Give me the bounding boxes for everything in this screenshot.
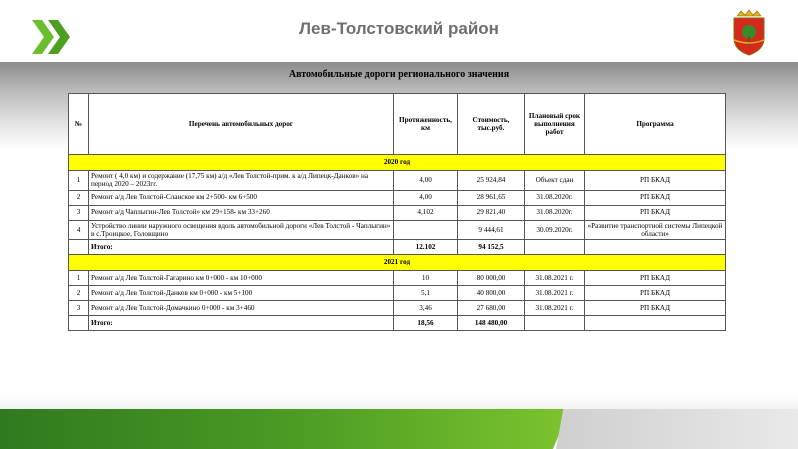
table-row <box>69 205 726 220</box>
section-subtitle: Автомобильные дороги регионального значения <box>288 69 510 80</box>
cell-road-name: Ремонт а/д Лев Толстой-Сланское км 2+500- км 6+500 <box>89 190 394 205</box>
cell-cost: 25 924,84 <box>458 171 525 191</box>
cell-empty <box>585 316 726 331</box>
cell-num: 2 <box>69 190 89 205</box>
cell-length: 3,46 <box>394 301 458 316</box>
total-row-2020 <box>69 240 726 255</box>
cell-length: 10 <box>394 271 458 286</box>
cell-num: 2 <box>69 286 89 301</box>
cell-cost: 80 000,00 <box>458 271 525 286</box>
cell-length: 4,102 <box>394 205 458 220</box>
cell-road-name: Ремонт ( 4,0 км) и содержание (17,75 км) а/д «Лев Толстой-прим. к а/д Липецк-Данков» на период 2020 – 2023гг. <box>89 171 394 191</box>
cell-road-name: Ремонт а/д Лев Толстой-Домачкино 0+000 - км 3+460 <box>89 301 394 316</box>
cell-program: РП БКАД <box>585 301 726 316</box>
table-row <box>69 271 726 286</box>
cell-deadline: Объект сдан <box>525 171 585 191</box>
year-row-2020 <box>69 155 726 171</box>
header-length: Протяженность, км <box>394 94 458 155</box>
cell-length: 5,1 <box>394 286 458 301</box>
header-cost: Стоимость, тыс.руб. <box>458 94 525 155</box>
cell-cost: 40 800,00 <box>458 286 525 301</box>
header-road-list: Перечень автомобильных дорог <box>89 94 394 155</box>
cell-num: 4 <box>69 220 89 240</box>
cell-length <box>394 220 458 240</box>
cell-deadline: 31.08.2021 г. <box>525 301 585 316</box>
year-label: 2021 год <box>69 255 726 271</box>
header-deadline: Плановый срок выполнения работ <box>525 94 585 155</box>
cell-empty <box>69 240 89 255</box>
cell-cost: 27 680,00 <box>458 301 525 316</box>
cell-road-name: Ремонт а/д Лев Толстой-Данков км 0+000 - км 5+100 <box>89 286 394 301</box>
cell-road-name: Устройство линии наружного освещения вдоль автомобильной дороги «Лев Толстой - Чаплыгин» в с.Троицкое, Головщино <box>89 220 394 240</box>
total-length: 12.102 <box>394 240 458 255</box>
total-row-2021 <box>69 316 726 331</box>
table-header-row <box>69 94 726 155</box>
cell-empty <box>69 316 89 331</box>
cell-program: РП БКАД <box>585 271 726 286</box>
slide-header <box>0 0 798 62</box>
cell-program: РП БКАД <box>585 205 726 220</box>
cell-cost: 9 444,61 <box>458 220 525 240</box>
cell-program: РП БКАД <box>585 286 726 301</box>
table-row <box>69 301 726 316</box>
roads-table <box>68 93 726 331</box>
footer-fade <box>0 395 798 409</box>
cell-deadline: 31.08.2020г. <box>525 205 585 220</box>
year-label: 2020 год <box>69 155 726 171</box>
table-row <box>69 171 726 191</box>
total-label: Итого: <box>89 240 394 255</box>
total-length: 18,56 <box>394 316 458 331</box>
year-row-2021 <box>69 255 726 271</box>
cell-length: 4,00 <box>394 171 458 191</box>
table-row <box>69 220 726 240</box>
cell-deadline: 31.08.2021 г. <box>525 271 585 286</box>
cell-num: 1 <box>69 171 89 191</box>
cell-empty <box>525 316 585 331</box>
header-program: Программа <box>585 94 726 155</box>
cell-road-name: Ремонт а/д Лев Толстой-Гагарино км 0+000 - км 10+000 <box>89 271 394 286</box>
cell-empty <box>525 240 585 255</box>
cell-length: 4,00 <box>394 190 458 205</box>
cell-num: 3 <box>69 301 89 316</box>
cell-empty <box>585 240 726 255</box>
cell-deadline: 31.08.2021 г. <box>525 286 585 301</box>
footer-green-stripe <box>0 409 570 449</box>
page-title: Лев-Толстовский район <box>299 19 499 38</box>
coat-of-arms-icon <box>729 8 769 56</box>
footer-gray-stripe <box>556 409 798 449</box>
cell-program: РП БКАД <box>585 171 726 191</box>
header-num: № <box>69 94 89 155</box>
cell-program: РП БКАД <box>585 190 726 205</box>
cell-road-name: Ремонт а/д Чаплыгин-Лев Толстой» км 29+158- км 33+260 <box>89 205 394 220</box>
total-label: Итого: <box>89 316 394 331</box>
cell-cost: 28 961,65 <box>458 190 525 205</box>
cell-cost: 29 821,40 <box>458 205 525 220</box>
total-cost: 94 152,5 <box>458 240 525 255</box>
cell-num: 1 <box>69 271 89 286</box>
total-cost: 148 480,00 <box>458 316 525 331</box>
cell-deadline: 31.08.2020г. <box>525 190 585 205</box>
cell-program: «Развитие транспортной системы Липецкой области» <box>585 220 726 240</box>
cell-num: 3 <box>69 205 89 220</box>
cell-deadline: 30.09.2020г. <box>525 220 585 240</box>
table-row <box>69 286 726 301</box>
table-row <box>69 190 726 205</box>
